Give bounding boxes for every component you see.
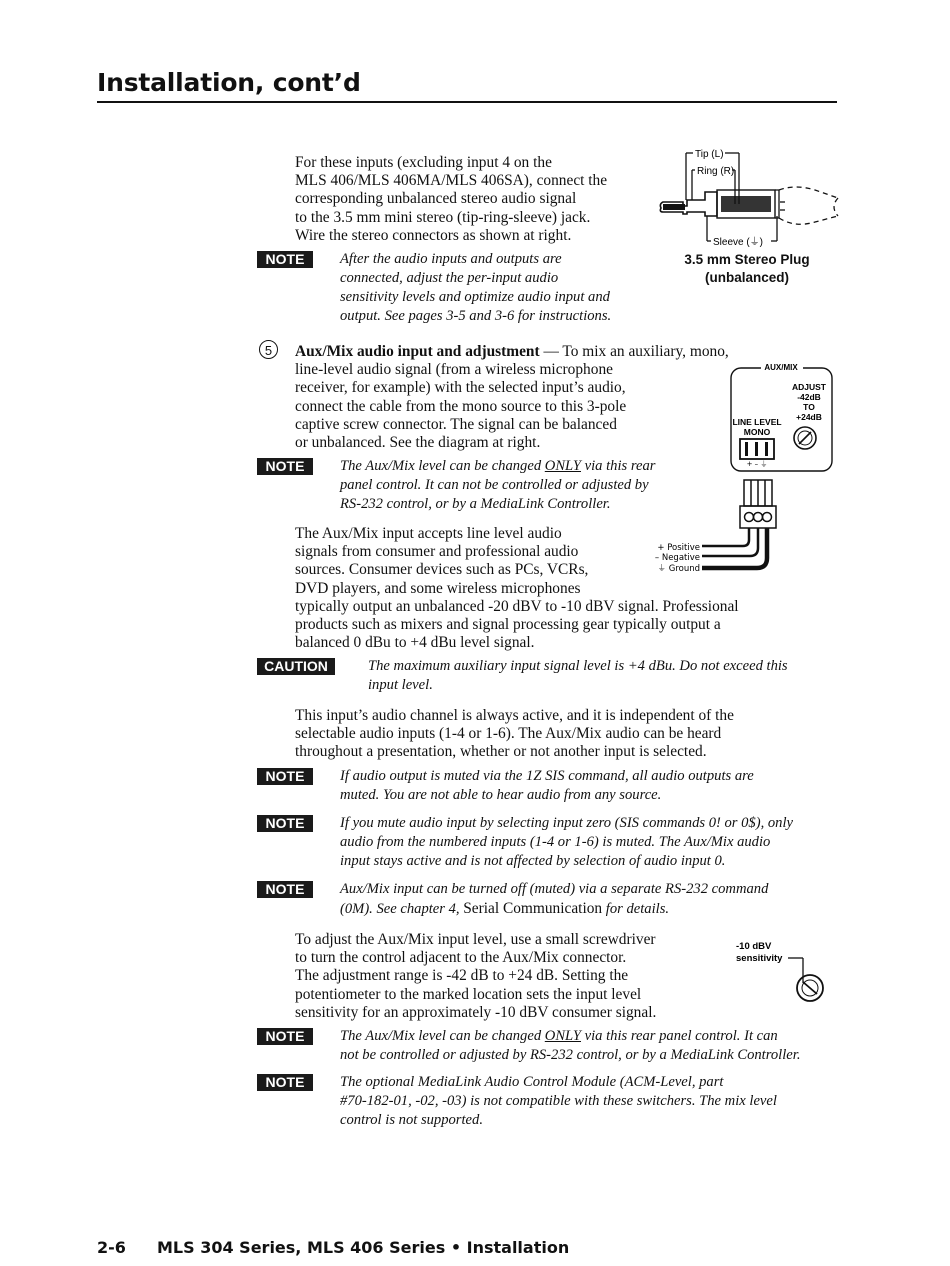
note-text <box>340 457 655 514</box>
text-span: — To mix an auxiliary, mono, <box>539 343 729 360</box>
text-line: If audio output is muted via the 1Z SIS command, all audio outputs are <box>340 768 754 784</box>
adjust-label: TO <box>803 402 815 412</box>
note-label: NOTE <box>257 1028 313 1045</box>
text-span: The Aux/Mix level can be changed <box>340 1028 545 1044</box>
note-label: NOTE <box>257 768 313 785</box>
text-line: audio from the numbered inputs (1-4 or 1-6) is muted. The Aux/Mix audio <box>340 834 771 850</box>
text-line: The optional MediaLink Audio Control Module (ACM-Level, part <box>340 1074 724 1090</box>
text-line: balanced 0 dBu to +4 dBu level signal. <box>295 634 535 652</box>
caption-line: 3.5 mm Stereo Plug <box>684 252 810 267</box>
note-label: NOTE <box>257 815 313 832</box>
text-line: signals from consumer and professional audio <box>295 543 579 561</box>
ring-label: Ring (R) <box>697 166 735 177</box>
text-line: throughout a presentation, whether or not another input is selected. <box>295 743 707 761</box>
text-line: The maximum auxiliary input signal level is +4 dBu. Do not exceed this <box>368 658 788 674</box>
text-line: Aux/Mix input can be turned off (muted) via a separate RS-232 command <box>340 881 769 897</box>
text-line: sensitivity for an approximately -10 dBV consumer signal. <box>295 1003 657 1021</box>
text-line: MLS 406/MLS 406MA/MLS 406SA), connect the <box>295 172 608 190</box>
pin-labels: + – ⏚ <box>746 460 768 468</box>
text-line: not be controlled or adjusted by RS-232 control, or by a MediaLink Controller. <box>340 1047 801 1063</box>
text-span: via this rear <box>581 458 656 474</box>
text-line: To adjust the Aux/Mix input level, use a small screwdriver <box>295 931 656 948</box>
sensitivity-label: -10 dBV <box>736 941 772 952</box>
step-number-icon: 5 <box>259 340 278 359</box>
text-line: Wire the stereo connectors as shown at right. <box>295 226 572 244</box>
sensitivity-diagram <box>730 936 835 1008</box>
auxmix-heading-line <box>295 343 729 361</box>
text-line: typically output an unbalanced -20 dBV to -10 dBV signal. Professional <box>295 597 739 615</box>
text-line: products such as mixers and signal processing gear typically output a <box>295 616 721 634</box>
text-span: The Aux/Mix level can be changed <box>340 458 545 474</box>
caption-line: (unbalanced) <box>704 270 789 285</box>
text-span: via this rear panel control. It can <box>581 1028 778 1044</box>
text-line: The adjustment range is -42 dB to +24 dB. Setting the <box>295 967 629 985</box>
adjust-label: -42dB <box>797 392 821 402</box>
ground-wire-label: ⏚ Ground <box>657 564 700 574</box>
note-text <box>340 814 793 871</box>
text-line: #70-182-01, -02, -03) is not compatible with these switchers. The mix level <box>340 1093 777 1109</box>
page-number: 2-6 <box>97 1238 126 1257</box>
note-text <box>340 767 754 805</box>
stereo-input-paragraph <box>295 154 607 245</box>
chapter-title: Serial Communication <box>463 900 603 917</box>
mono-label: MONO <box>743 427 771 437</box>
text-line: If you mute audio input by selecting input zero (SIS commands 0! or 0$), only <box>340 815 794 831</box>
note-text <box>340 880 768 919</box>
sensitivity-label: sensitivity <box>736 953 783 964</box>
note-text <box>340 250 611 326</box>
text-line: DVD players, and some wireless microphones <box>295 579 581 597</box>
text-line <box>340 457 655 476</box>
text-line: potentiometer to the marked location sets the input level <box>295 985 642 1003</box>
positive-wire-label: + Positive <box>657 543 700 553</box>
text-line: RS-232 control, or by a MediaLink Controller. <box>340 496 611 512</box>
text-line: input stays active and is not affected by selection of audio input 0. <box>340 853 726 869</box>
text-line: to the 3.5 mm mini stereo (tip-ring-sleeve) jack. <box>295 208 591 226</box>
stereo-plug-diagram <box>655 142 840 252</box>
text-line: panel control. It can not be controlled or adjusted by <box>340 477 649 493</box>
text-span: (0M). See chapter 4, <box>340 901 464 917</box>
note-text <box>340 1073 777 1130</box>
text-line: After the audio inputs and outputs are <box>340 251 562 267</box>
text-line <box>340 1027 800 1046</box>
caution-label: CAUTION <box>257 658 335 675</box>
text-line: output. See pages 3-5 and 3-6 for instructions. <box>340 308 612 324</box>
adjust-label: ADJUST <box>791 382 827 392</box>
text-line: For these inputs (excluding input 4 on the <box>295 154 552 171</box>
emphasis: ONLY <box>544 1028 581 1044</box>
text-line: receiver, for example) with the selected input’s audio, <box>295 379 626 397</box>
text-line: to turn the control adjacent to the Aux/Mix connector. <box>295 949 627 967</box>
tip-label: Tip (L) <box>695 149 724 160</box>
text-line: control is not supported. <box>340 1112 483 1128</box>
note-label: NOTE <box>257 881 313 898</box>
sleeve-label: Sleeve (⏚) <box>713 237 764 248</box>
text-line: or unbalanced. See the diagram at right. <box>295 434 541 452</box>
plug-caption <box>662 251 832 287</box>
adjust-level-paragraph <box>295 931 656 1022</box>
text-line: input level. <box>368 677 433 693</box>
footer-title: MLS 304 Series, MLS 406 Series • Installation <box>157 1238 570 1257</box>
adjust-label: +24dB <box>796 412 822 422</box>
text-line: This input’s audio channel is always active, and it is independent of the <box>295 707 734 724</box>
text-line: muted. You are not able to hear audio from any source. <box>340 787 662 803</box>
text-line: connect the cable from the mono source to this 3-pole <box>295 397 627 415</box>
text-line: captive screw connector. The signal can be balanced <box>295 415 617 433</box>
note-label: NOTE <box>257 1074 313 1091</box>
auxmix-panel-title: AUX/MIX <box>764 363 798 372</box>
line-level-label: LINE LEVEL <box>732 417 782 427</box>
text-line: connected, adjust the per-input audio <box>340 270 559 286</box>
page-title: Installation, cont’d <box>97 68 361 97</box>
caution-text <box>368 657 788 695</box>
negative-wire-label: – Negative <box>654 553 700 563</box>
text-line: The Aux/Mix input accepts line level audio <box>295 525 562 542</box>
note-label: NOTE <box>257 251 313 268</box>
text-line: sources. Consumer devices such as PCs, VCRs, <box>295 561 589 579</box>
note-text <box>340 1027 800 1065</box>
text-span: for details. <box>602 901 670 917</box>
text-line: sensitivity levels and optimize audio input and <box>340 289 610 305</box>
note-label: NOTE <box>257 458 313 475</box>
line-level-paragraph <box>295 525 739 652</box>
text-line: line-level audio signal (from a wireless microphone <box>295 361 613 379</box>
text-line <box>340 899 768 919</box>
emphasis: ONLY <box>544 458 581 474</box>
header-rule <box>97 101 837 103</box>
audio-channel-paragraph <box>295 707 734 762</box>
text-line: corresponding unbalanced stereo audio signal <box>295 190 577 208</box>
text-line: selectable audio inputs (1-4 or 1-6). The Aux/Mix audio can be heard <box>295 725 722 743</box>
auxmix-heading: Aux/Mix audio input and adjustment <box>295 343 540 360</box>
